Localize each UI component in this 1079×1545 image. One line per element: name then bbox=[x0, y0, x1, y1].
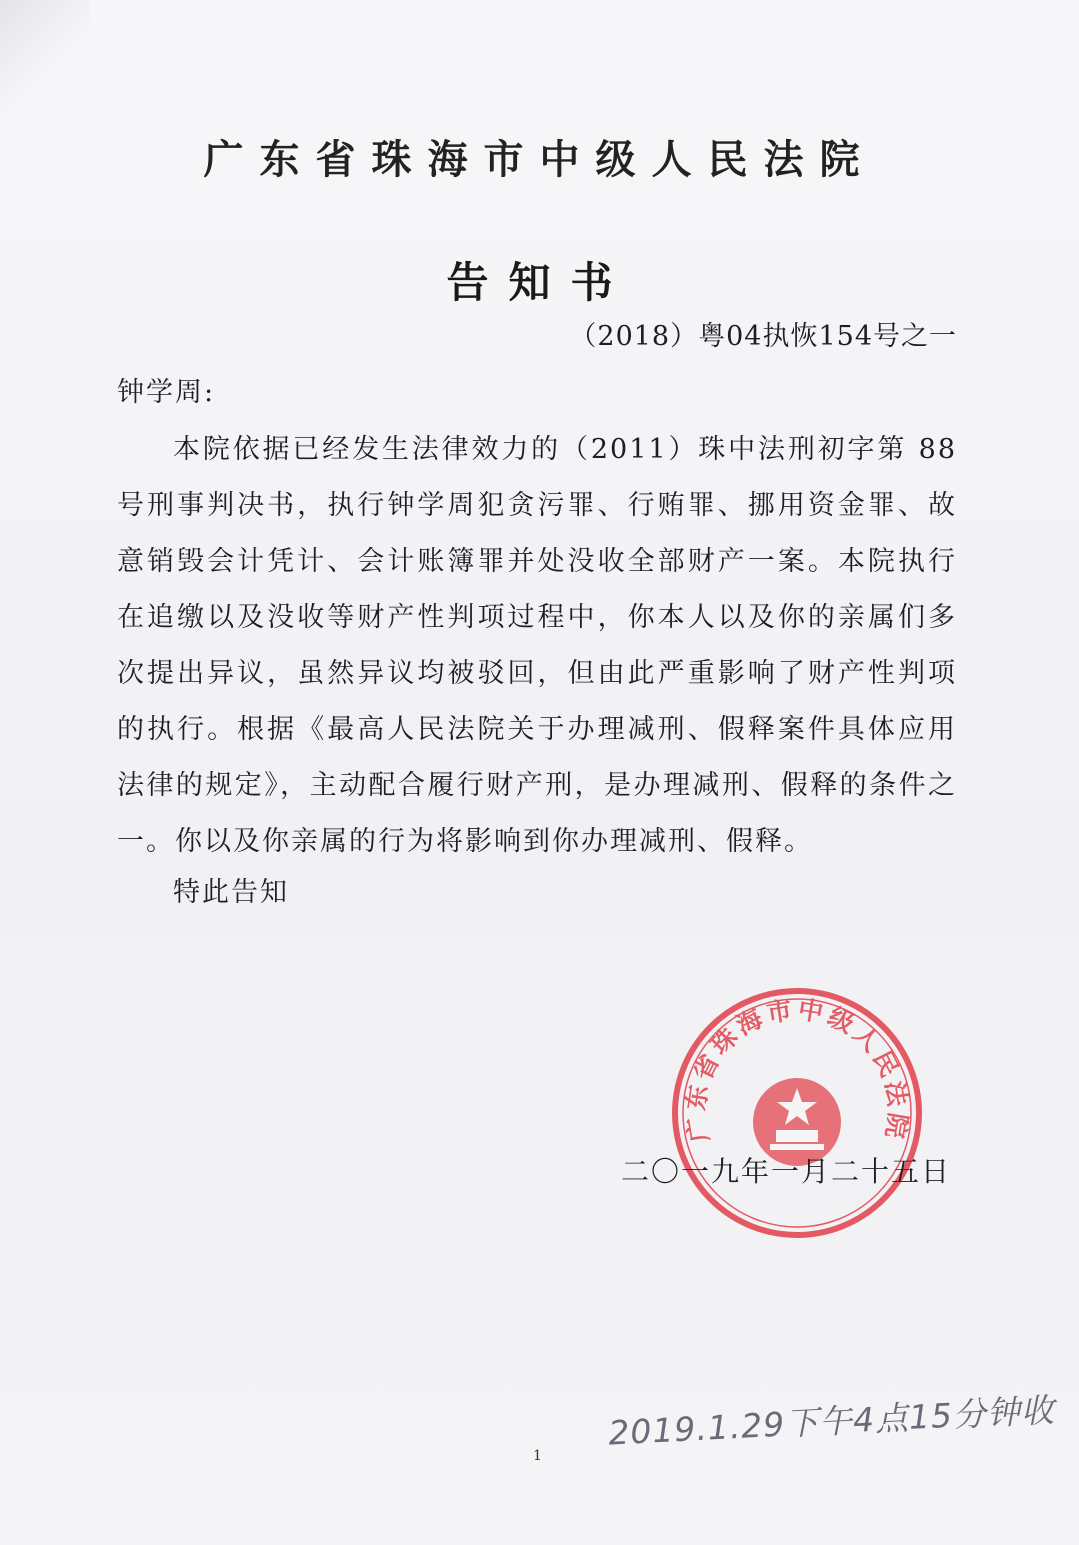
document-title: 告知书 bbox=[446, 258, 633, 307]
page-corner-fold bbox=[0, 0, 90, 110]
handwritten-receipt-note: 2019.1.29下午4点15分钟收 bbox=[607, 1390, 1056, 1453]
court-seal-stamp bbox=[668, 984, 926, 1242]
issue-date: 二〇一九年一月二十五日 bbox=[620, 1155, 951, 1188]
addressee: 钟学周: bbox=[117, 377, 216, 408]
case-number: （2018）粤04执恢154号之一 bbox=[569, 321, 957, 352]
closing-text: 特此告知 bbox=[173, 877, 289, 908]
seal-text: 广东省珠海市中级人民法院 bbox=[681, 994, 913, 1145]
page-number: 1 bbox=[533, 1448, 542, 1464]
court-name-heading: 广东省珠海市中级人民法院 bbox=[203, 136, 876, 183]
body-paragraph: 本院依据已经发生法律效力的（2011）珠中法刑初字第 88号刑事判决书，执行钟学周犯贪污罪、行贿罪、挪用资金罪、故意销毁会计凭计、会计账簿罪并处没收全部财产一案。本院执行在追缴以及没收等财产性判项过程中，你本人以及你的亲属们多次提出异议，虽然异议均被驳回，但由此严重影响了财产性判项的执行。根据《最高人民法院关于办理减刑、假释案件具体应用法律的规定》，主动配合履行财产刑，是办理减刑、假释的条件之一。你以及你亲属的行为将影响到你办理减刑、假释。 bbox=[117, 434, 957, 857]
